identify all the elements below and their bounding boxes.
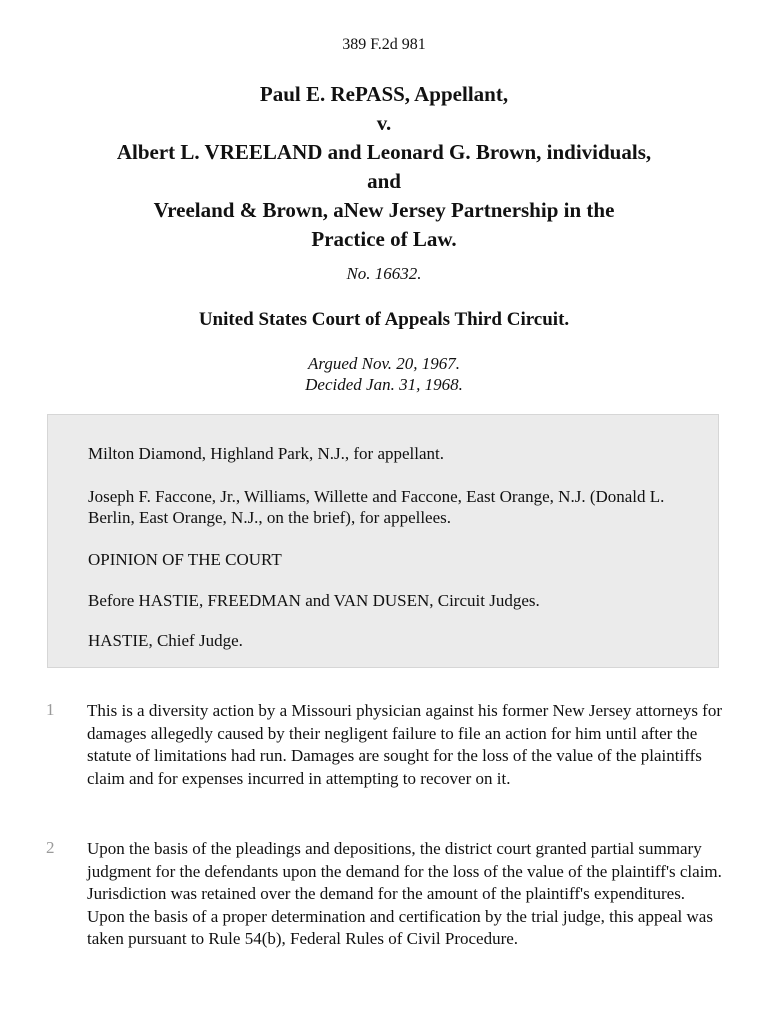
paragraph-text: This is a diversity action by a Missouri physician against his former New Jersey attorneys for damages allegedly caused by their negligent failure to file an action for him until after the statute of limitations had run. Damages are sought for the loss of the value of the plaintiffs claim and for expenses incurred in attempting to recover on it. (87, 701, 723, 788)
docket-number: No. 16632. (346, 264, 422, 283)
judges-panel: Before HASTIE, FREEDMAN and VAN DUSEN, Circuit Judges. (88, 591, 540, 610)
paragraph-number: 1 (46, 700, 55, 719)
caption-appellees-individuals: Albert L. VREELAND and Leonard G. Brown, individuals, (116, 140, 652, 164)
court-name: United States Court of Appeals Third Circuit. (198, 309, 570, 330)
counsel-panel (47, 414, 719, 668)
case-dates (0, 353, 768, 395)
opinion-author: HASTIE, Chief Judge. (88, 631, 243, 650)
caption-and: and (367, 169, 401, 193)
paragraph-number: 2 (46, 838, 55, 857)
caption-appellant: Paul E. RePASS, Appellant, (259, 82, 509, 106)
case-citation: 389 F.2d 981 (342, 36, 426, 53)
caption-partnership-cont: Practice of Law. (311, 227, 457, 251)
caption-partnership: Vreeland & Brown, aNew Jersey Partnership in the (153, 198, 615, 222)
caption-versus: v. (376, 111, 392, 135)
opinion-heading: OPINION OF THE COURT (88, 550, 282, 569)
argued-date: Argued Nov. 20, 1967. (307, 354, 461, 373)
counsel-appellees: Joseph F. Faccone, Jr., Williams, Willette and Faccone, East Orange, N.J. (Donald L. Berlin, East Orange, N.J., on the brief), for appellees. (88, 487, 665, 527)
decided-date: Decided Jan. 31, 1968. (305, 375, 463, 394)
paragraph-text: Upon the basis of the pleadings and depositions, the district court granted partial summary judgment for the defendants upon the demand for the loss of the value of the plaintiff's claim. Jurisdiction was retained over the demand for the amount of the plaintiff's expenditures. Upon the basis of a proper determination and certification by the trial judge, this appeal was taken pursuant to Rule 54(b), Federal Rules of Civil Procedure. (87, 839, 722, 948)
counsel-appellant: Milton Diamond, Highland Park, N.J., for appellant. (88, 444, 445, 463)
case-caption (40, 80, 728, 254)
